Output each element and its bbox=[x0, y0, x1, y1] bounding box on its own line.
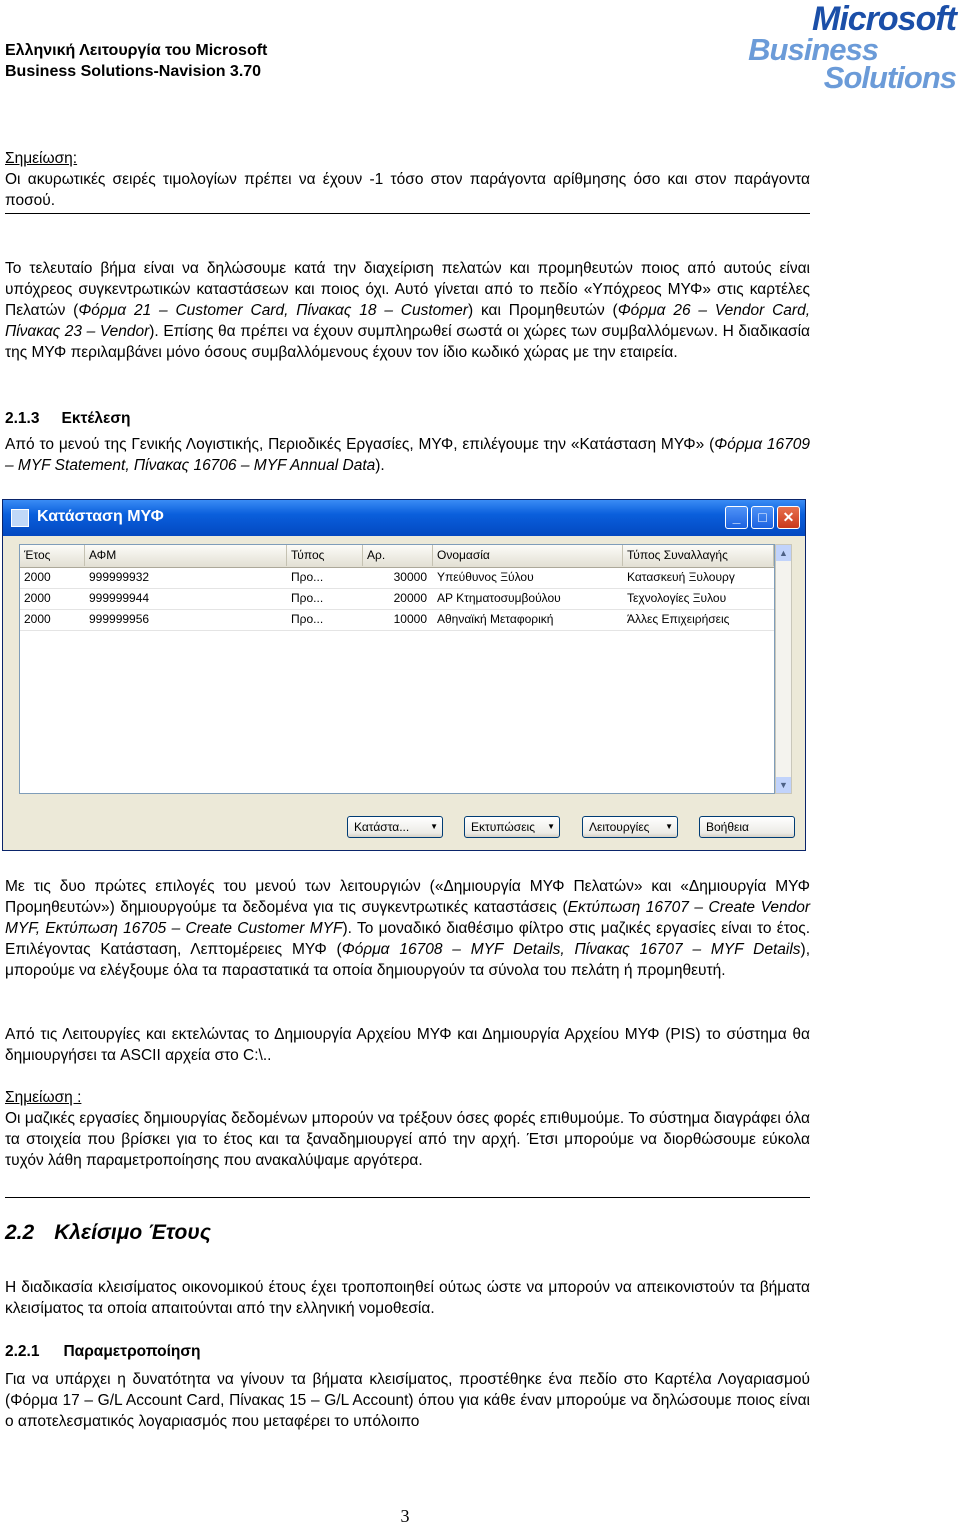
table-row[interactable] bbox=[20, 588, 774, 610]
section-221-number: 2.2.1 bbox=[5, 1343, 40, 1360]
col-afm[interactable]: ΑΦΜ bbox=[85, 545, 287, 566]
cell-no: 30000 bbox=[393, 570, 427, 584]
section-213-text-1: Από το μενού της Γενικής Λογιστικής, Περιοδικές Εργασίες, ΜΥΦ, επιλέγουμε την «Κατάσταση ΜΥΦ» ( bbox=[5, 436, 715, 453]
chevron-down-icon: ▼ bbox=[430, 822, 438, 831]
window-form-icon bbox=[11, 509, 29, 527]
form-menu-button[interactable] bbox=[347, 816, 443, 838]
myf-statement-window bbox=[2, 499, 806, 851]
col-transaction-type[interactable]: Τύπος Συναλλαγής bbox=[623, 545, 774, 566]
paragraph-myf-obligation bbox=[5, 258, 810, 363]
logo-line2: Business bbox=[748, 32, 878, 67]
paragraph-ascii-files: Από τις Λειτουργίες και εκτελώντας το Δημιουργία Αρχείου ΜΥΦ και Δημιουργία Αρχείου ΜΥΦ (PIS) το σύστημα θα δημιουργήσει τα ASCII αρχεία στο C:\.. bbox=[5, 1026, 810, 1064]
myf-grid[interactable] bbox=[19, 544, 775, 794]
help-button[interactable] bbox=[699, 816, 795, 838]
header-title-line1: Ελληνική Λειτουργία του Microsoft bbox=[5, 42, 268, 59]
functions-menu-button[interactable] bbox=[582, 816, 678, 838]
para2-text-2: ). Το μοναδικό διαθέσιμο φίλτρο στις μαζικές εργασίες είναι το έτος. Επιλέγοντας Κατάσταση, Λεπτομέρειες ΜΥΦ ( bbox=[5, 920, 810, 958]
header-title-line2: Business Solutions-Navision 3.70 bbox=[5, 63, 262, 80]
section-213-heading bbox=[5, 410, 130, 428]
para1-italic-2: Φόρμα 26 – Vendor Card, Πίνακας 23 – Vendor bbox=[5, 302, 810, 340]
window-title: Κατάσταση ΜΥΦ bbox=[37, 508, 164, 525]
page-number: 3 bbox=[400, 1506, 410, 1526]
col-name[interactable]: Ονομασία bbox=[433, 545, 623, 566]
table-row[interactable] bbox=[20, 567, 774, 589]
para2-italic-1: Εκτύπωση 16707 – Create Vendor MYF, Εκτύπωση 16705 – Create Customer MYF bbox=[5, 899, 810, 937]
cell-type: Προ... bbox=[291, 612, 324, 626]
logo-line3: Solutions bbox=[823, 60, 956, 95]
section-213-text bbox=[5, 434, 810, 476]
functions-menu-label: Λειτουργίες bbox=[589, 820, 650, 834]
form-menu-label: Κατάστα... bbox=[354, 820, 410, 834]
note1-text: Οι ακυρωτικές σειρές τιμολογίων πρέπει να έχουν -1 τόσο στον παράγοντα αρίθμησης όσο και στον παράγοντα ποσού. bbox=[5, 171, 810, 209]
section-22-heading bbox=[5, 1221, 211, 1245]
cell-year: 2000 bbox=[24, 612, 51, 626]
chevron-down-icon: ▼ bbox=[665, 822, 673, 831]
para2-text-1: Με τις δυο πρώτες επιλογές του μενού των λειτουργιών («Δημιουργία ΜΥΦ Πελατών» και «Δημιουργία ΜΥΦ Προμηθευτών») δημιουργούμε τα δεδομένα για τις συγκεντρωτικές καταστάσεις ( bbox=[5, 878, 810, 916]
cell-transaction-type: Τεχνολογίες Ξυλου bbox=[627, 591, 727, 605]
note2 bbox=[5, 1087, 810, 1171]
cell-transaction-type: Άλλες Επιχειρήσεις bbox=[627, 612, 730, 626]
minimize-icon[interactable]: _ bbox=[725, 506, 748, 529]
help-label: Βοήθεια bbox=[706, 820, 749, 834]
window-titlebar[interactable] bbox=[3, 500, 805, 536]
cell-no: 10000 bbox=[393, 612, 427, 626]
cell-afm: 999999956 bbox=[89, 612, 150, 626]
cell-year: 2000 bbox=[24, 570, 51, 584]
microsoft-logo bbox=[748, 0, 956, 95]
section-213-italic: Φόρμα 16709 – MYF Statement, Πίνακας 16706 – MYF Annual Data bbox=[5, 436, 810, 474]
para1-italic-1: Φόρμα 21 – Customer Card, Πίνακας 18 – Customer bbox=[78, 302, 468, 319]
divider bbox=[5, 213, 810, 214]
section-22-text: Η διαδικασία κλεισίματος οικονομικού έτους έχει τροποποιηθεί ούτως ώστε να μπορούν να απεικονιστούν τα βήματα κλεισίματος τα οποία απαιτούνται από την ελληνική νομοθεσία. bbox=[5, 1279, 810, 1317]
vertical-scrollbar[interactable] bbox=[775, 544, 792, 794]
divider bbox=[5, 1197, 810, 1198]
cell-year: 2000 bbox=[24, 591, 51, 605]
note2-label: Σημείωση : bbox=[5, 1089, 82, 1106]
section-22-title: Κλείσιμο Έτους bbox=[54, 1221, 211, 1244]
document-header bbox=[5, 40, 267, 82]
col-year[interactable]: Έτος bbox=[20, 545, 85, 566]
section-22-number: 2.2 bbox=[5, 1221, 35, 1244]
logo-line1: Microsoft bbox=[812, 0, 956, 38]
para2-italic-2: Φόρμα 16708 – MYF Details, Πίνακας 16707 – MYF Details bbox=[341, 941, 801, 958]
section-221-text: Για να υπάρχει η δυνατότητα να γίνουν τα βήματα κλεισίματος, προστέθηκε ένα πεδίο στο Καρτέλα Λογαριασμού (Φόρμα 17 – G/L Account Card, Πίνακας 15 – G/L Account) όπου για κάθε έναν μπορούμε να δηλώσουμε ποιος είναι ο αποτελεσματικός λογαριασμός που μεταφέρει το υπόλοιπο bbox=[5, 1371, 810, 1430]
para1-text-2: ) και Προμηθευτών ( bbox=[467, 302, 618, 319]
section-213-text-2: ). bbox=[375, 457, 385, 474]
table-row[interactable] bbox=[20, 609, 774, 631]
para1-text-1: Το τελευταίο βήμα είναι να δηλώσουμε κατά την διαχείριση πελατών και προμηθευτών ποιος από αυτούς είναι υπόχρεος συγκεντρωτικών καταστάσεων και ποιος όχι. Αυτό γίνεται από το πεδίο «Υπόχρεος ΜΥΦ» στις καρτέλες Πελατών ( bbox=[5, 260, 810, 319]
cell-name: Αθηναϊκή Μεταφορική bbox=[437, 612, 554, 626]
scroll-down-icon[interactable]: ▼ bbox=[776, 777, 791, 793]
reports-menu-button[interactable] bbox=[464, 816, 560, 838]
note1 bbox=[5, 148, 810, 211]
cell-name: Υπεύθυνος Ξύλου bbox=[437, 570, 534, 584]
scroll-up-icon[interactable]: ▲ bbox=[776, 545, 791, 561]
cell-afm: 999999944 bbox=[89, 591, 150, 605]
cell-no: 20000 bbox=[393, 591, 427, 605]
section-221-title: Παραμετροποίηση bbox=[63, 1343, 201, 1360]
para1-text-3: ). Επίσης θα πρέπει να έχουν συμπληρωθεί σωστά οι χώρες των συμβαλλόμενων. Η διαδικασία της ΜΥΦ περιλαμβάνει μόνο όσους συμβαλλόμενους έχουν τον ίδιο κωδικό χώρας με την εταιρεία. bbox=[5, 323, 810, 361]
reports-menu-label: Εκτυπώσεις bbox=[471, 820, 535, 834]
note1-label: Σημείωση: bbox=[5, 150, 78, 167]
cell-type: Προ... bbox=[291, 570, 324, 584]
para2-text-3: ), μπορούμε να ελέγξουμε όλα τα παραστατικά τα οποία δημιουργούν τα σύνολα του πελάτη ή προμηθευτή. bbox=[5, 941, 810, 979]
cell-transaction-type: Κατασκευή Ξυλουργ bbox=[627, 570, 735, 584]
cell-type: Προ... bbox=[291, 591, 324, 605]
col-type[interactable]: Τύπος bbox=[287, 545, 363, 566]
section-221-heading bbox=[5, 1343, 200, 1361]
section-213-title: Εκτέλεση bbox=[61, 410, 131, 427]
note2-text: Οι μαζικές εργασίες δημιουργίας δεδομένων μπορούν να τρέξουν όσες φορές επιθυμούμε. Το σύστημα διαγράφει όλα τα στοιχεία που βρίσκει για το έτος και τα ξαναδημιουργεί από την αρχή. Έτσι μπορούμε να διορθώσουμε εύκολα τυχόν λάθη παραμετροποίησης που ανακαλύψαμε αργότερα. bbox=[5, 1110, 810, 1169]
cell-name: ΑΡ Κτηματοσυμβούλου bbox=[437, 591, 561, 605]
cell-afm: 999999932 bbox=[89, 570, 150, 584]
close-icon[interactable]: ✕ bbox=[777, 506, 800, 529]
maximize-icon[interactable]: □ bbox=[751, 506, 774, 529]
paragraph-create-myf bbox=[5, 876, 810, 981]
col-no[interactable]: Αρ. bbox=[363, 545, 433, 566]
section-213-number: 2.1.3 bbox=[5, 410, 40, 427]
grid-header bbox=[20, 545, 774, 568]
chevron-down-icon: ▼ bbox=[547, 822, 555, 831]
